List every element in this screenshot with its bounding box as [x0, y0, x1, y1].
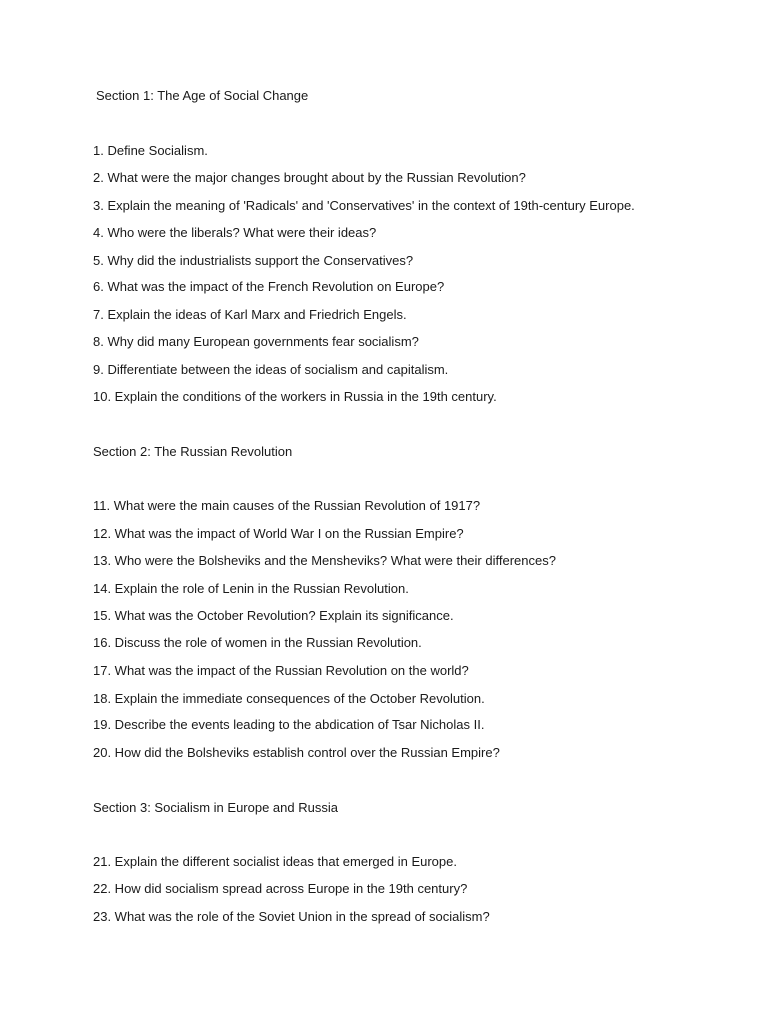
question-item: 18. Explain the immediate consequences of the October Revolution.: [93, 691, 485, 706]
question-item: 3. Explain the meaning of 'Radicals' and 'Conservatives' in the context of 19th-century Europe.: [93, 198, 635, 213]
question-item: 5. Why did the industrialists support the Conservatives?: [93, 253, 414, 268]
question-item: 14. Explain the role of Lenin in the Russian Revolution.: [93, 581, 409, 596]
section-heading: Section 3: Socialism in Europe and Russia: [93, 800, 338, 815]
question-item: 17. What was the impact of the Russian Revolution on the world?: [93, 663, 469, 678]
question-item: 13. Who were the Bolsheviks and the Mensheviks? What were their differences?: [93, 553, 556, 568]
question-item: 22. How did socialism spread across Europe in the 19th century?: [93, 881, 468, 896]
question-item: 9. Differentiate between the ideas of socialism and capitalism.: [93, 362, 449, 377]
question-item: 8. Why did many European governments fear socialism?: [93, 334, 419, 349]
question-item: 7. Explain the ideas of Karl Marx and Friedrich Engels.: [93, 307, 407, 322]
question-item: 15. What was the October Revolution? Explain its significance.: [93, 608, 454, 623]
question-item: 4. Who were the liberals? What were their ideas?: [93, 225, 377, 240]
question-item: 19. Describe the events leading to the abdication of Tsar Nicholas II.: [93, 717, 485, 732]
question-item: 11. What were the main causes of the Russian Revolution of 1917?: [93, 498, 481, 513]
question-item: 12. What was the impact of World War I on the Russian Empire?: [93, 526, 464, 541]
section-heading: Section 1: The Age of Social Change: [96, 88, 309, 103]
question-item: 23. What was the role of the Soviet Union in the spread of socialism?: [93, 909, 490, 924]
question-item: 6. What was the impact of the French Revolution on Europe?: [93, 279, 445, 294]
question-item: 10. Explain the conditions of the workers in Russia in the 19th century.: [93, 389, 497, 404]
question-item: 20. How did the Bolsheviks establish control over the Russian Empire?: [93, 745, 500, 760]
question-item: 21. Explain the different socialist ideas that emerged in Europe.: [93, 854, 457, 869]
section-heading: Section 2: The Russian Revolution: [93, 444, 293, 459]
question-item: 1. Define Socialism.: [93, 143, 208, 158]
question-item: 2. What were the major changes brought about by the Russian Revolution?: [93, 170, 526, 185]
question-item: 16. Discuss the role of women in the Russian Revolution.: [93, 635, 422, 650]
